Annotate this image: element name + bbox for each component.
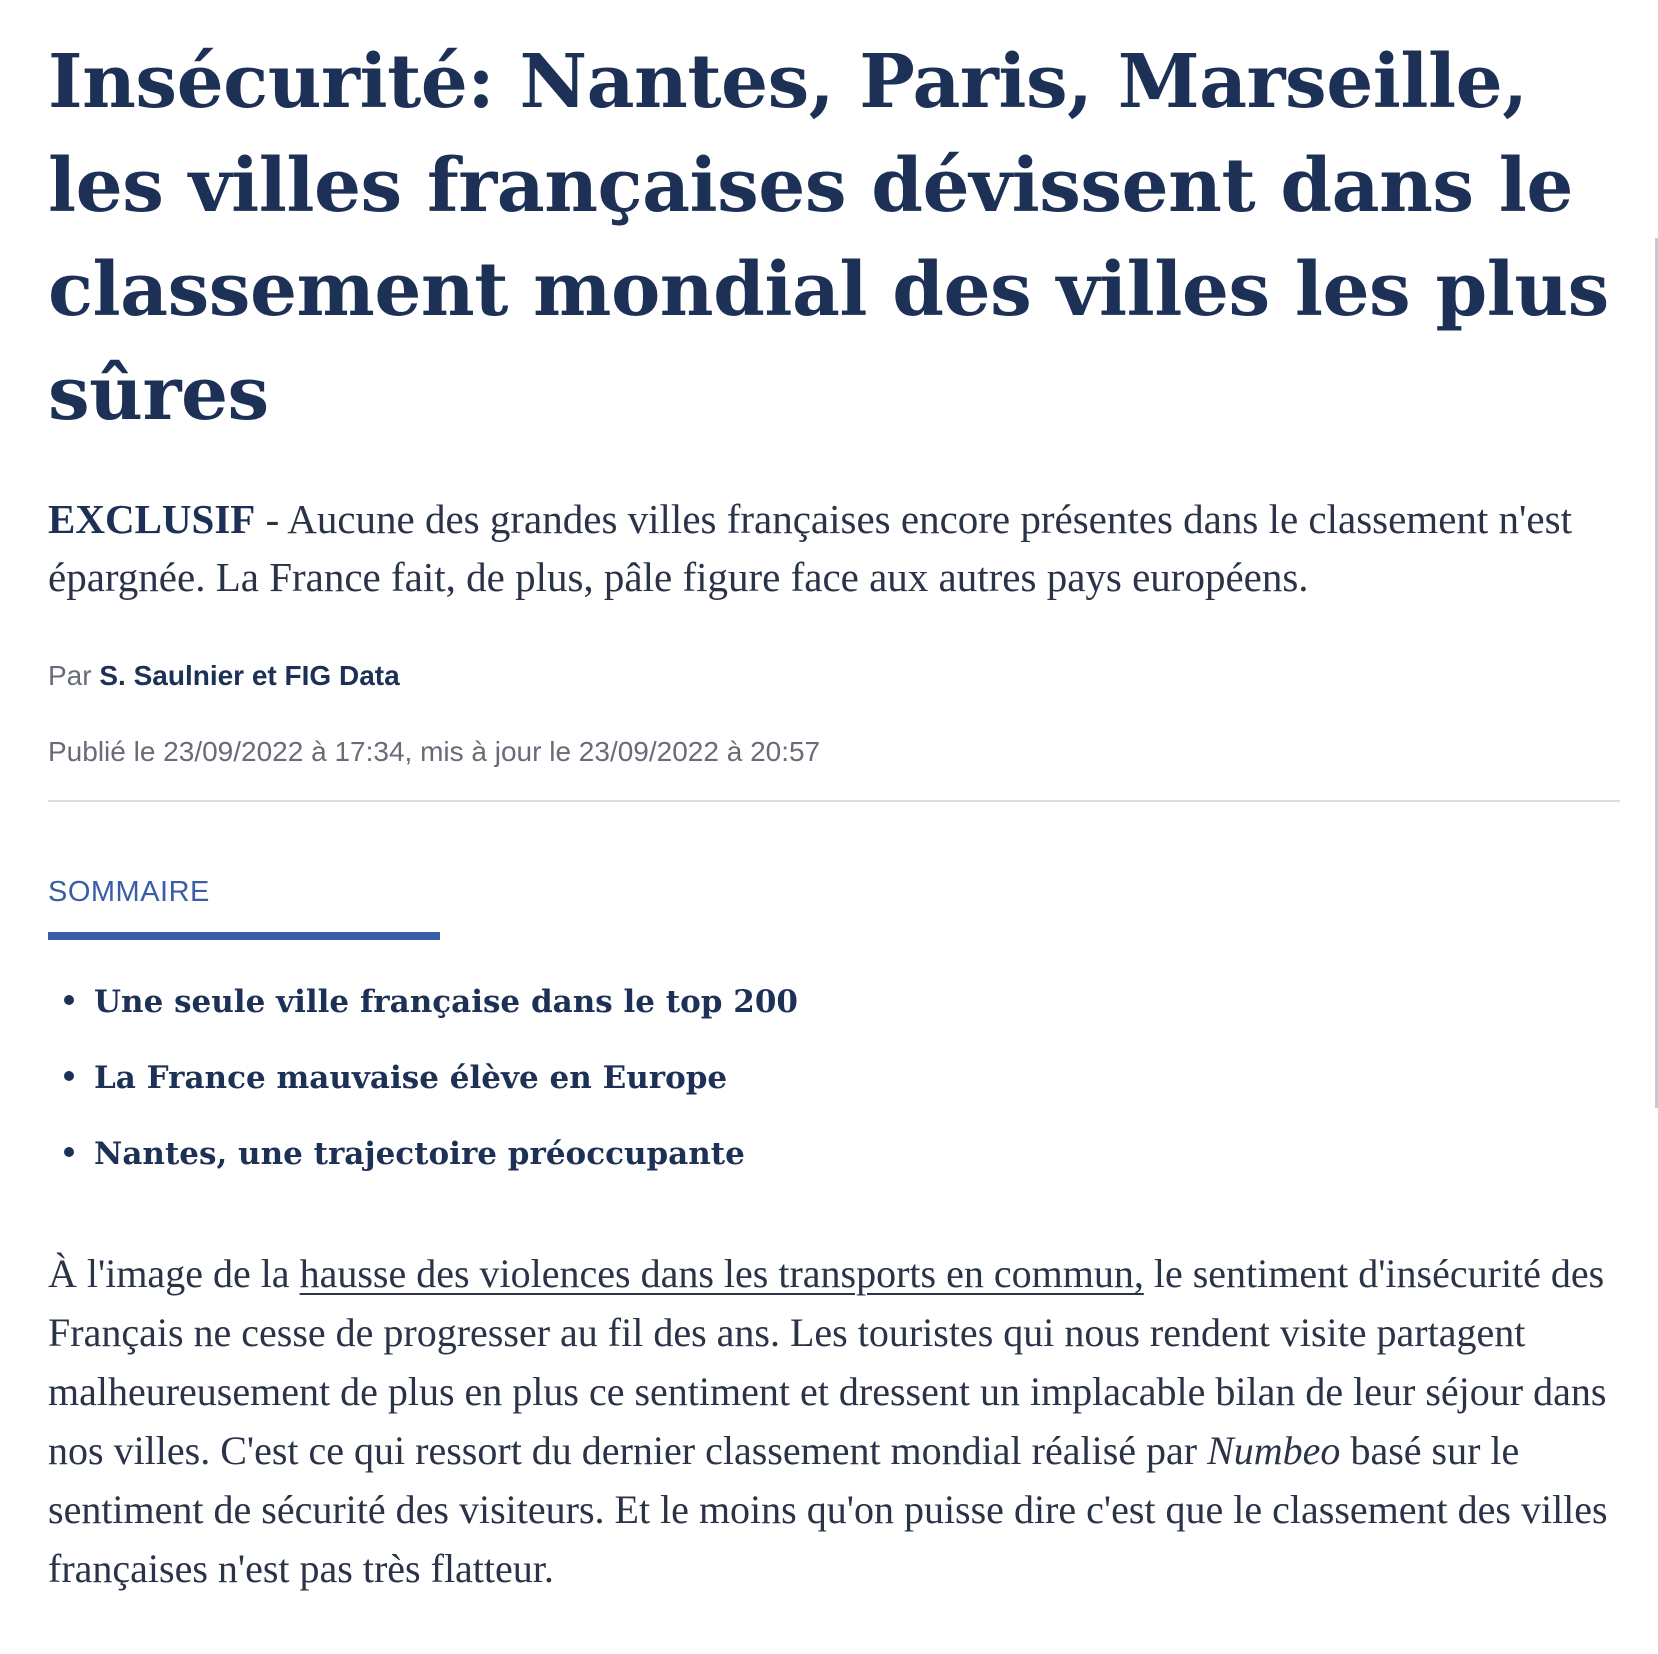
byline <box>48 656 1620 696</box>
paragraph-text: À l'image de la <box>48 1251 300 1296</box>
source-name: Numbeo <box>1207 1428 1341 1473</box>
article-lead <box>48 490 1620 606</box>
toc-item[interactable] <box>48 1116 1620 1192</box>
bullet-icon <box>64 1071 74 1081</box>
lead-text: Aucune des grandes villes françaises encore présentes dans le classement n'est épargnée. La France fait, de plus, pâle figure face aux autres pays européens. <box>48 496 1572 600</box>
toc-item-label: La France mauvaise élève en Europe <box>94 1060 728 1096</box>
lead-separator: - <box>255 496 288 542</box>
publication-dates: Publié le 23/09/2022 à 17:34, mis à jour le 23/09/2022 à 20:57 <box>48 736 821 767</box>
toc-title: SOMMAIRE <box>48 876 210 908</box>
bullet-icon <box>64 995 74 1005</box>
divider <box>48 800 1620 802</box>
toc-underline <box>48 932 440 940</box>
bullet-icon <box>64 1147 74 1157</box>
table-of-contents <box>48 872 1620 1192</box>
article-paragraph <box>48 1244 1620 1598</box>
paragraph-text: le sentiment d'insécurité des Français ne cesse de progresser au fil des ans. Les touristes qui nous rendent visite partagent malheureusement de plus en plus ce sentiment et dressent un implacable bilan de leur séjour dans nos villes. C'est ce qui ressort du dernier classement mondial réalisé par <box>48 1251 1607 1473</box>
article <box>48 0 1620 1598</box>
toc-item-label: Une seule ville française dans le top 200 <box>94 984 798 1020</box>
toc-item[interactable] <box>48 1040 1620 1116</box>
byline-prefix: Par <box>48 660 100 691</box>
transport-violence-link[interactable]: hausse des violences dans les transports en commun, <box>299 1251 1144 1296</box>
paragraph-text: basé sur le sentiment de sécurité des visiteurs. Et le moins qu'on puisse dire c'est que le classement des villes françaises n'est pas très flatteur. <box>48 1428 1608 1591</box>
author-link[interactable]: S. Saulnier et FIG Data <box>99 660 400 691</box>
toc-item[interactable] <box>48 964 1620 1040</box>
toc-list <box>48 964 1620 1192</box>
exclusive-tag: EXCLUSIF <box>48 496 256 542</box>
toc-item-label: Nantes, une trajectoire préoccupante <box>94 1136 745 1172</box>
article-title: Insécurité: Nantes, Paris, Marseille, les villes françaises dévissent dans le classement mondial des villes les plus sûres <box>48 39 1609 437</box>
